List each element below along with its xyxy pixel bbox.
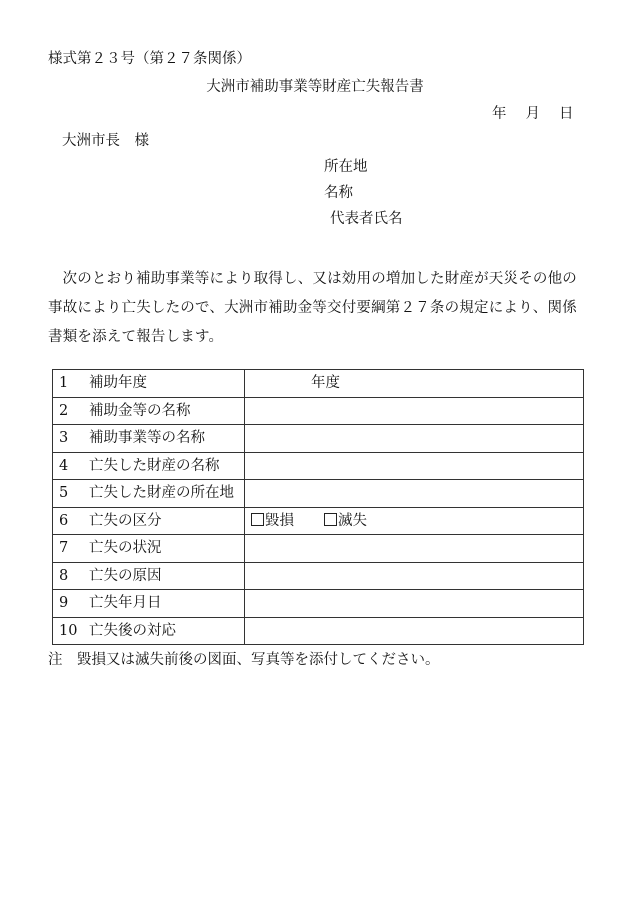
row-label-cell <box>53 617 245 645</box>
row-label: 亡失した財産の名称 <box>89 457 220 474</box>
row-value-cell[interactable] <box>245 617 584 645</box>
table-row <box>53 452 584 480</box>
address-label: 所在地 <box>324 159 368 175</box>
row-label: 亡失後の対応 <box>89 622 176 639</box>
row-label: 補助事業等の名称 <box>89 430 205 447</box>
option-loss-label: 滅失 <box>338 512 367 529</box>
row-value-cell[interactable] <box>245 425 584 453</box>
applicant-block <box>324 157 403 235</box>
option-damage[interactable] <box>251 513 294 529</box>
table-row <box>53 590 584 618</box>
document-title: 大洲市補助事業等財産亡失報告書 <box>206 79 424 95</box>
row-label-cell <box>53 480 245 508</box>
date-month: 月 <box>525 106 540 122</box>
row-value-cell[interactable] <box>245 480 584 508</box>
option-damage-label: 毀損 <box>265 512 294 529</box>
row-label: 補助年度 <box>89 375 147 392</box>
table-row <box>53 370 584 398</box>
row-value-cell[interactable] <box>245 590 584 618</box>
damage-checkbox[interactable] <box>251 513 264 526</box>
fiscal-year-suffix: 年度 <box>311 375 340 392</box>
table-row <box>53 397 584 425</box>
loss-checkbox[interactable] <box>324 513 337 526</box>
row-label: 補助金等の名称 <box>89 402 191 419</box>
row-value-cell[interactable] <box>245 370 584 398</box>
option-loss[interactable] <box>324 513 367 529</box>
info-table <box>52 369 584 645</box>
row-label-cell <box>53 535 245 563</box>
row-number: 1 <box>59 375 69 392</box>
table-row <box>53 562 584 590</box>
name-label: 名称 <box>324 185 353 201</box>
row-label: 亡失の状況 <box>89 540 162 557</box>
row-number: 8 <box>59 567 69 584</box>
row-number: 5 <box>59 485 69 502</box>
table-row <box>53 425 584 453</box>
row-label-cell <box>53 397 245 425</box>
row-number: 6 <box>59 512 69 529</box>
row-value-cell[interactable] <box>245 452 584 480</box>
row-label-cell <box>53 507 245 535</box>
form-number: 様式第２３号（第２７条関係） <box>48 51 251 67</box>
row-value-cell[interactable] <box>245 397 584 425</box>
addressee: 大洲市長 様 <box>62 133 149 149</box>
row-label: 亡失年月日 <box>89 595 162 612</box>
table-row <box>53 480 584 508</box>
row-label-cell <box>53 590 245 618</box>
row-number: 10 <box>59 622 78 639</box>
row-value-cell[interactable] <box>245 562 584 590</box>
row-number: 2 <box>59 402 69 419</box>
row-label-cell <box>53 425 245 453</box>
date-line <box>478 104 574 124</box>
loss-type-options <box>245 507 584 535</box>
row-value-cell[interactable] <box>245 535 584 563</box>
row-label-cell <box>53 370 245 398</box>
row-number: 3 <box>59 430 69 447</box>
row-label: 亡失した財産の所在地 <box>89 485 234 502</box>
row-number: 4 <box>59 457 69 474</box>
row-label: 亡失の原因 <box>89 567 162 584</box>
date-year: 年 <box>492 106 507 122</box>
table-row <box>53 535 584 563</box>
row-number: 7 <box>59 540 69 557</box>
row-number: 9 <box>59 595 69 612</box>
body-text: 次のとおり補助事業等により取得し、又は効用の増加した財産が天災その他の事故により亡失したので、大洲市補助金等交付要綱第２７条の規定により、関係書類を添えて報告します。 <box>48 271 577 345</box>
attachment-note: 注 毀損又は滅失前後の図面、写真等を添付してください。 <box>48 652 440 668</box>
date-day: 日 <box>559 106 574 122</box>
table-row <box>53 617 584 645</box>
row-label-cell <box>53 562 245 590</box>
table-row <box>53 507 584 535</box>
row-label-cell <box>53 452 245 480</box>
row-label: 亡失の区分 <box>89 512 162 529</box>
representative-label: 代表者氏名 <box>330 211 403 227</box>
